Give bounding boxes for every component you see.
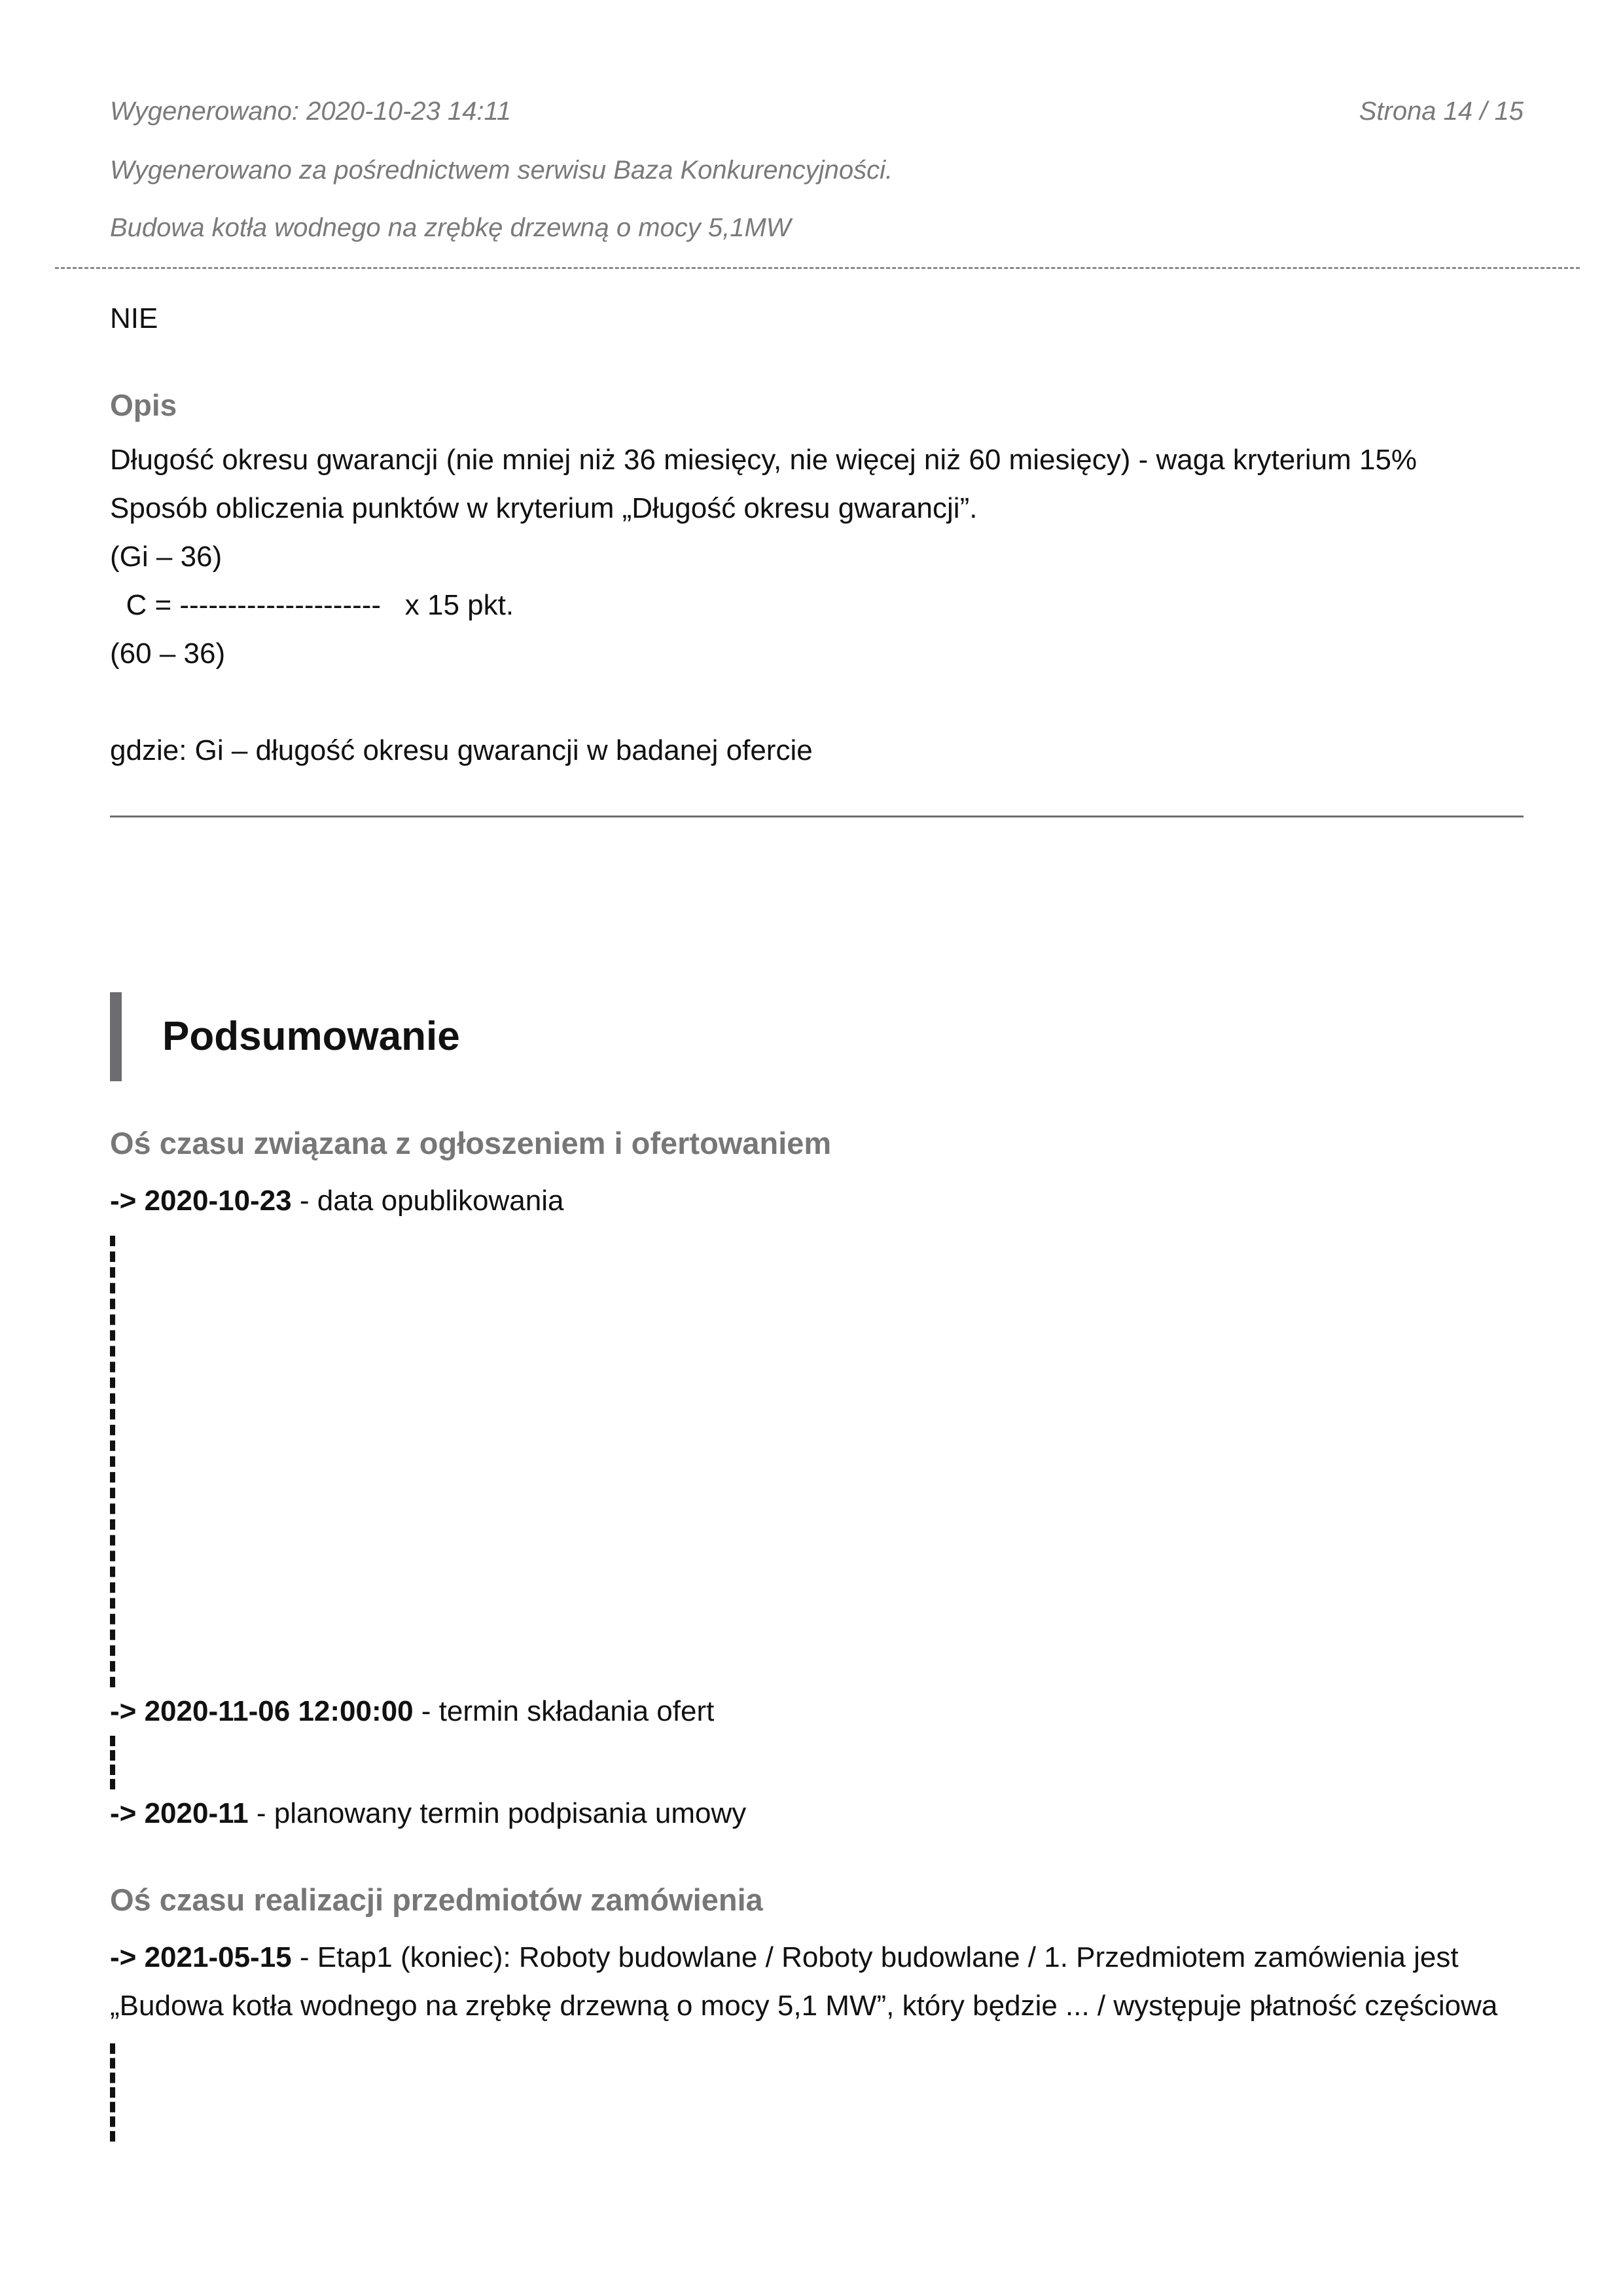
description-line: (Gi – 36) xyxy=(110,541,223,573)
timeline-date: -> 2020-11-06 12:00:00 xyxy=(110,1695,414,1727)
timeline-item xyxy=(110,1789,1524,1838)
timeline-date: -> 2020-10-23 xyxy=(110,1185,292,1217)
description-line: gdzie: Gi – długość okresu gwarancji w badanej ofercie xyxy=(110,734,813,766)
description-label: Opis xyxy=(110,388,177,422)
generated-timestamp: Wygenerowano: 2020-10-23 14:11 xyxy=(110,97,512,126)
section-divider xyxy=(110,816,1524,817)
criterion-answer: NIE xyxy=(110,302,158,334)
line-gap xyxy=(110,678,1524,726)
timeline-item xyxy=(110,1177,1524,1225)
timeline-date: -> 2021-05-15 xyxy=(110,1941,292,1973)
page-number: Strona 14 / 15 xyxy=(1359,97,1524,126)
description-line: C = --------------------- x 15 pkt. xyxy=(110,589,514,621)
timeline-announcement-heading: Oś czasu związana z ogłoszeniem i ofertowaniem xyxy=(110,1126,832,1160)
description-line: (60 – 36) xyxy=(110,637,226,670)
timeline-connector xyxy=(110,1736,115,1789)
timeline-date: -> 2020-11 xyxy=(110,1797,249,1829)
criterion-section xyxy=(110,295,1524,817)
timeline-item xyxy=(110,1933,1524,2030)
source-note: Wygenerowano za pośrednictwem serwisu Baza Konkurencyjności. xyxy=(110,156,893,185)
summary-section xyxy=(110,992,1524,2142)
timeline-label: - data opublikowania xyxy=(291,1185,564,1217)
timeline-item xyxy=(110,1687,1524,1736)
timeline-label: - termin składania ofert xyxy=(413,1695,715,1727)
description-text xyxy=(110,436,1524,775)
document-title: Budowa kotła wodnego na zrębkę drzewną o mocy 5,1MW xyxy=(110,213,791,242)
timeline-connector xyxy=(110,2043,115,2142)
summary-title: Podsumowanie xyxy=(110,992,1524,1081)
header-divider xyxy=(55,267,1580,269)
timeline-connector xyxy=(110,1236,115,1687)
timeline-label: - planowany termin podpisania umowy xyxy=(248,1797,747,1829)
description-line: Długość okresu gwarancji (nie mniej niż 36 miesięcy, nie więcej niż 60 miesięcy) - waga kryterium 15% xyxy=(110,444,1418,476)
header-row xyxy=(110,92,1524,131)
description-line: Sposób obliczenia punktów w kryterium „Długość okresu gwarancji”. xyxy=(110,492,978,524)
page-header xyxy=(110,92,1524,242)
timeline-label: - Etap1 (koniec): Roboty budowlane / Roboty budowlane / 1. Przedmiotem zamówienia jest „Budowa kotła wodnego na zrębkę drzewną o mocy 5,1 MW”, który będzie ... / występuje płatność częściowa xyxy=(110,1941,1498,2022)
timeline-realization-heading: Oś czasu realizacji przedmiotów zamówienia xyxy=(110,1882,763,1917)
